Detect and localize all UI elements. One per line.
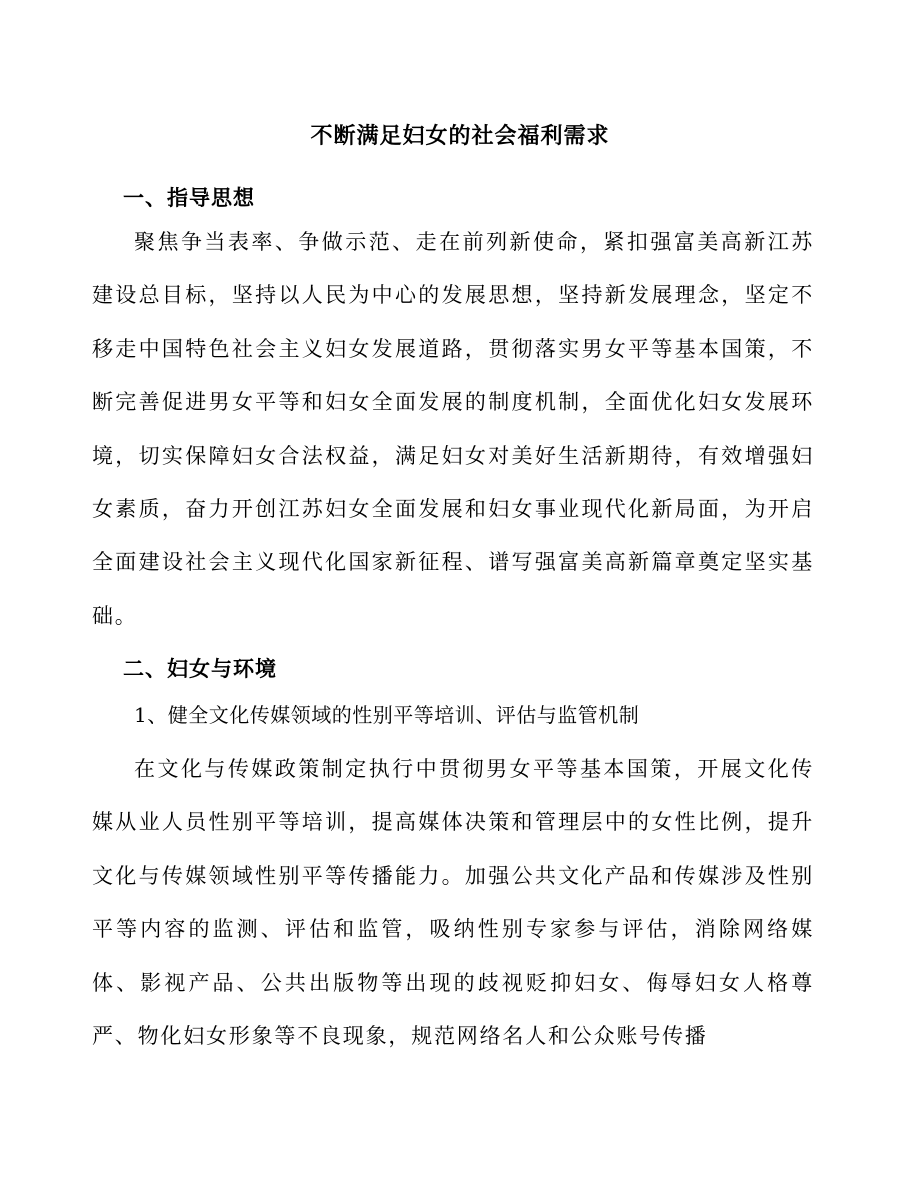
section-heading-women-and-environment: 二、妇女与环境: [123, 657, 277, 681]
subsection-heading: 1、健全文化传媒领域的性别平等培训、评估与监管机制: [134, 703, 640, 727]
section-paragraph-guiding-ideology: 聚焦争当表率、争做示范、走在前列新使命，紧扣强富美高新江苏建设总目标，坚持以人民为中心的发展思想，坚持新发展理念，坚定不移走中国特色社会主义妇女发展道路，贯彻落实男女平等基本国策，不断完善促进男女平等和妇女全面发展的制度机制，全面优化妇女发展环境，切实保障妇女合法权益，满足妇女对美好生活新期待，有效增强妇女素质，奋力开创江苏妇女全面发展和妇女事业现代化新局面，为开启全面建设社会主义现代化国家新征程、谱写强富美高新篇章奠定坚实基础。: [92, 230, 814, 628]
section-paragraph-women-and-environment: 在文化与传媒政策制定执行中贯彻男女平等基本国策，开展文化传媒从业人员性别平等培训，提高媒体决策和管理层中的女性比例，提升文化与传媒领域性别平等传播能力。加强公共文化产品和传媒涉及性别平等内容的监测、评估和监管，吸纳性别专家参与评估，消除网络媒体、影视产品、公共出版物等出现的歧视贬抑妇女、侮辱妇女人格尊严、物化妇女形象等不良现象，规范网络名人和公众账号传播: [92, 757, 814, 1049]
section-heading-guiding-ideology: 一、指导思想: [123, 186, 255, 210]
document-title: 不断满足妇女的社会福利需求: [310, 124, 610, 149]
